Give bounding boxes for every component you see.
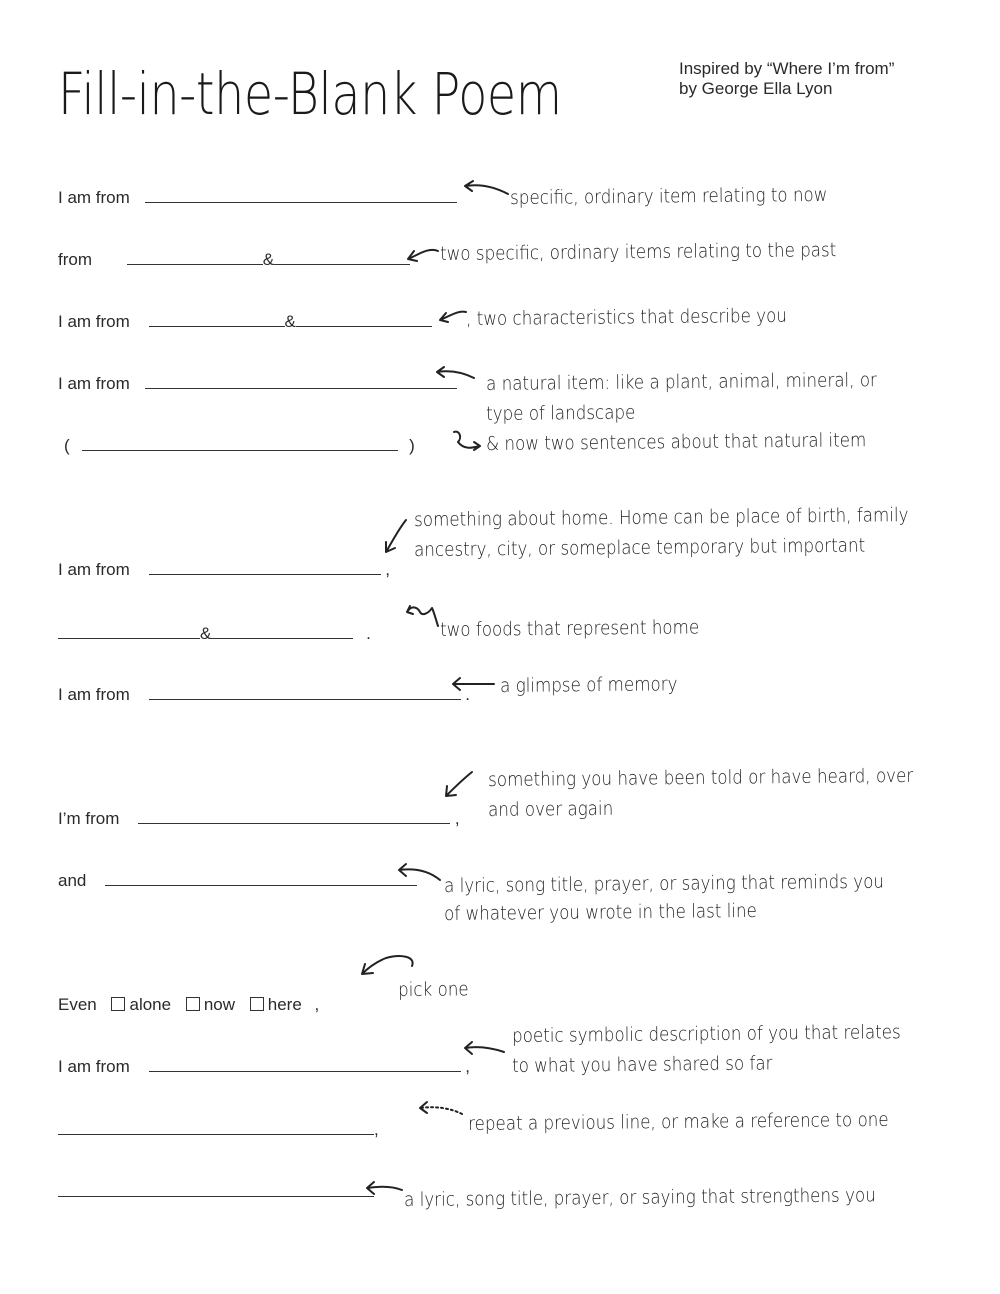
- period: .: [366, 624, 371, 643]
- checkbox-alone[interactable]: [111, 997, 125, 1011]
- arrow-icon: [462, 1040, 508, 1060]
- blank-field[interactable]: [58, 1182, 374, 1197]
- dotted-arrow-icon: [416, 1100, 466, 1120]
- blank-field[interactable]: [149, 560, 381, 575]
- note-14: a lyric, song title, prayer, or saying that strengthens you: [404, 1184, 876, 1211]
- note-6b: ancestry, city, or someplace temporary but important: [414, 534, 866, 561]
- line-label: I’m from: [58, 809, 120, 828]
- note-3: , two characteristics that describe you: [466, 304, 787, 330]
- note-12b: to what you have shared so far: [512, 1052, 773, 1077]
- note-9a: something you have been told or have heard, over: [488, 764, 914, 791]
- poem-line-14: [58, 1182, 374, 1202]
- line-label: I am from: [58, 1057, 130, 1076]
- poem-line-10: [58, 871, 417, 891]
- line-label: from: [58, 250, 92, 269]
- note-4a: a natural item: like a plant, animal, mineral, or: [486, 369, 877, 395]
- ampersand: &: [200, 624, 212, 643]
- arrow-icon: [364, 1180, 406, 1198]
- note-11: pick one: [398, 978, 469, 1001]
- credit: [679, 59, 894, 99]
- note-6a: something about home. Home can be place of birth, family: [414, 504, 909, 531]
- line-label: I am from: [58, 312, 130, 331]
- arrow-icon: [380, 516, 410, 558]
- ampersand: &: [284, 312, 296, 331]
- note-13: repeat a previous line, or make a reference to one: [468, 1108, 889, 1135]
- line-label: I am from: [58, 188, 130, 207]
- note-10b: of whatever you wrote in the last line: [444, 899, 757, 925]
- poem-line-9: [58, 809, 460, 829]
- note-10a: a lyric, song title, prayer, or saying that reminds you: [444, 870, 885, 897]
- poem-line-11: [58, 995, 319, 1015]
- poem-line-7: [58, 624, 371, 644]
- blank-field[interactable]: [127, 250, 263, 265]
- option-here: here: [267, 995, 302, 1014]
- option-alone: alone: [129, 995, 172, 1014]
- open-paren: (: [64, 436, 70, 455]
- squiggle-arrow-icon: [404, 602, 440, 630]
- poem-line-2: [58, 250, 410, 270]
- arrow-icon: [396, 864, 444, 888]
- line-label: I am from: [58, 685, 130, 704]
- poem-line-8: [58, 685, 470, 705]
- arrow-icon: [440, 768, 476, 802]
- poem-line-13: [58, 1120, 379, 1140]
- blank-field[interactable]: [145, 374, 457, 389]
- note-1: specific, ordinary item relating to now: [510, 183, 828, 209]
- poem-line-3: [58, 312, 432, 332]
- close-paren: ): [409, 436, 415, 455]
- arrow-icon: [434, 366, 478, 386]
- comma: ,: [385, 560, 390, 579]
- blank-field[interactable]: [58, 1120, 374, 1135]
- poem-line-12: [58, 1057, 470, 1077]
- note-4b: type of landscape: [486, 401, 636, 425]
- checkbox-here[interactable]: [250, 997, 264, 1011]
- blank-field[interactable]: [58, 624, 200, 639]
- blank-field[interactable]: [145, 188, 457, 203]
- line-label: Even: [58, 995, 97, 1014]
- blank-field[interactable]: [82, 436, 398, 451]
- comma: ,: [374, 1120, 379, 1139]
- page-title: Fill-in-the-Blank Poem: [58, 60, 562, 128]
- blank-field[interactable]: [211, 624, 353, 639]
- poem-line-1: [58, 188, 457, 208]
- note-5: & now two sentences about that natural item: [486, 429, 867, 455]
- note-7: two foods that represent home: [440, 616, 700, 641]
- note-12a: poetic symbolic description of you that relates: [512, 1021, 901, 1047]
- line-label: I am from: [58, 560, 130, 579]
- blank-field[interactable]: [296, 312, 432, 327]
- note-8: a glimpse of memory: [500, 673, 678, 697]
- arrow-icon: [404, 245, 444, 269]
- option-now: now: [203, 995, 236, 1014]
- blank-field[interactable]: [149, 1057, 461, 1072]
- line-label: and: [58, 871, 87, 890]
- curl-arrow-icon: [450, 428, 486, 456]
- comma: ,: [465, 1057, 470, 1076]
- blank-field[interactable]: [274, 250, 410, 265]
- credit-line-1: Inspired by “Where I’m from”: [679, 59, 895, 78]
- poem-line-4: [58, 374, 457, 394]
- blank-field[interactable]: [138, 809, 450, 824]
- note-9b: and over again: [488, 797, 614, 821]
- blank-field[interactable]: [105, 871, 417, 886]
- period: .: [465, 685, 470, 704]
- arrow-icon: [463, 180, 513, 200]
- poem-line-5: [64, 436, 415, 456]
- blank-field[interactable]: [149, 685, 461, 700]
- note-2: two specific, ordinary items relating to the past: [440, 239, 837, 265]
- arrow-icon: [450, 676, 498, 696]
- blank-field[interactable]: [149, 312, 285, 327]
- ampersand: &: [262, 250, 275, 269]
- poem-line-6: [58, 560, 390, 580]
- comma: ,: [454, 809, 460, 828]
- checkbox-now[interactable]: [186, 997, 200, 1011]
- line-label: I am from: [58, 374, 130, 393]
- comma: ,: [314, 995, 320, 1014]
- credit-line-2: by George Ella Lyon: [679, 79, 833, 98]
